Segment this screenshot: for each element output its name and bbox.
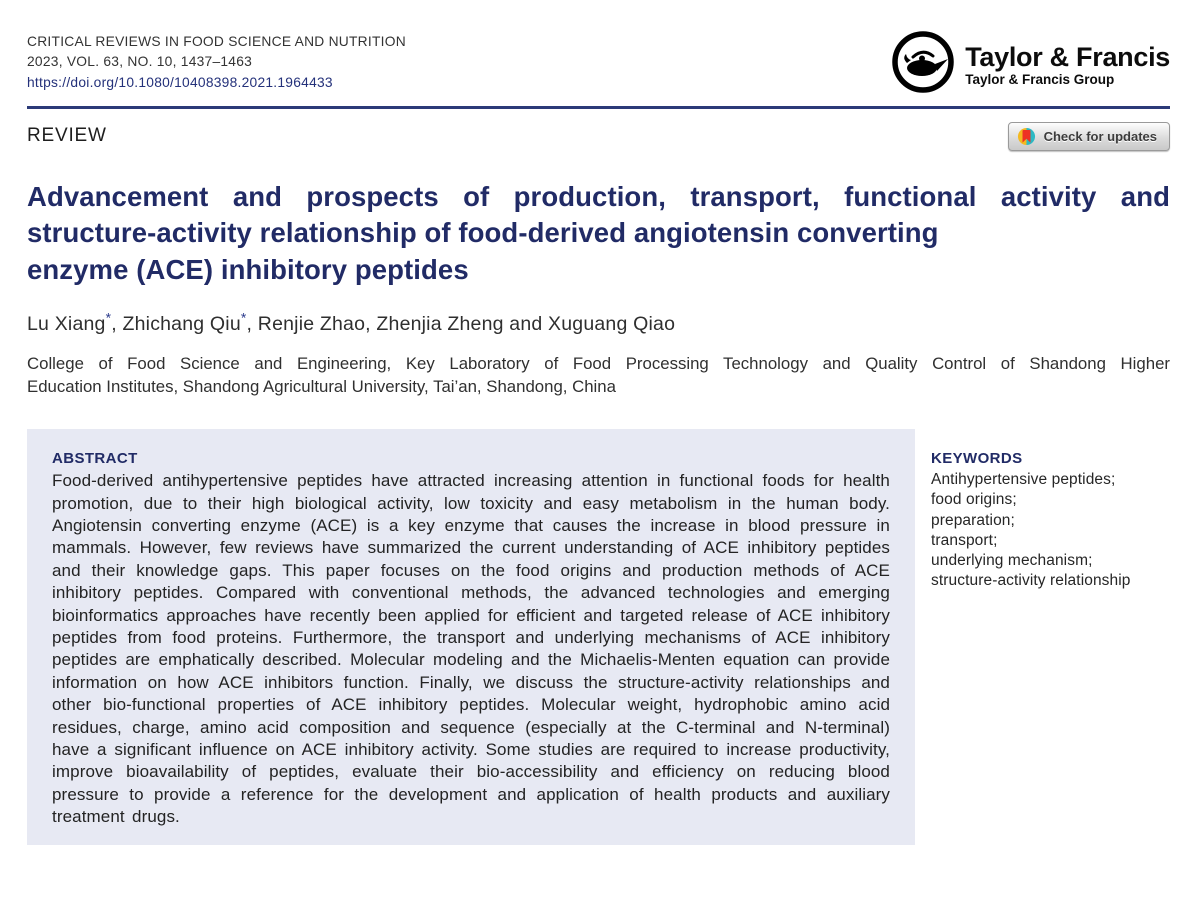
author: Xuguang Qiao — [548, 313, 676, 336]
author: Lu Xiang*, — [27, 309, 123, 336]
keyword-item: structure-activity relationship — [931, 572, 1131, 590]
affiliation — [27, 353, 1170, 398]
journal-info — [27, 28, 406, 93]
doi-link[interactable]: https://doi.org/10.1080/10408398.2021.1964433 — [27, 75, 333, 90]
article-type-label: REVIEW — [27, 125, 107, 147]
keyword-item: preparation; — [931, 511, 1015, 529]
title-line-1: Advancement and prospects of production, transport, functional activity and — [27, 180, 1170, 212]
author: Renjie Zhao, — [257, 313, 377, 336]
crossmark-icon — [1017, 127, 1036, 146]
article-title — [27, 179, 1170, 289]
title-line-2: structure-activity relationship of food-derived angiotensin converting — [27, 217, 939, 249]
publisher-name: Taylor & Francis — [965, 41, 1170, 72]
affiliation-line-1: College of Food Science and Engineering, Key Laboratory of Food Processing Technology and Quality Control of Shandong Higher — [27, 354, 1170, 374]
journal-issue: 2023, VOL. 63, NO. 10, 1437–1463 — [27, 53, 253, 69]
check-for-updates-button[interactable] — [1008, 122, 1170, 151]
publisher-names — [965, 42, 1170, 88]
page-header — [27, 28, 1170, 99]
abstract-keywords-section — [27, 429, 1170, 845]
abstract-heading: ABSTRACT — [52, 450, 138, 468]
article-type-row — [27, 122, 1170, 151]
keyword-item: Antihypertensive peptides; — [931, 471, 1116, 489]
author-footnote-marker: * — [240, 309, 247, 326]
keyword-item: transport; — [931, 531, 998, 549]
keyword-item: underlying mechanism; — [931, 551, 1093, 569]
author: Zhichang Qiu*, — [122, 309, 258, 336]
author: Zhenjia Zheng and — [376, 313, 549, 336]
taylor-francis-lamp-icon — [891, 30, 955, 99]
abstract-box — [27, 429, 915, 845]
author-footnote-marker: * — [105, 309, 112, 326]
header-divider — [27, 106, 1170, 109]
check-for-updates-label: Check for updates — [1043, 128, 1157, 144]
journal-name: CRITICAL REVIEWS IN FOOD SCIENCE AND NUTRITION — [27, 34, 406, 49]
abstract-text: Food-derived antihypertensive peptides have attracted increasing attention in functional foods for health promotion, due to their high biological activity, low toxicity and easy metabolism in the human body. Angiotensin converting enzyme (ACE) is a key enzyme that causes the increase in blood pressure in mammals. However, few reviews have summarized the current understanding of ACE inhibitory peptides and their knowledge gaps. This paper focuses on the food origins and production methods of ACE inhibitory peptides. Compared with conventional methods, the advanced technologies and emerging bioinformatics approaches have recently been applied for efficient and targeted release of ACE inhibitory peptides from food proteins. Furthermore, the transport and underlying mechanisms of ACE inhibitory peptides are emphatically described. Molecular modeling and the Michaelis-Menten equation can provide information on how ACE inhibitors function. Finally, we discuss the structure-activity relationships and other bio-functional properties of ACE inhibitory peptides. Molecular weight, hydrophobic amino acid residues, charge, amino acid composition and sequence (especially at the C-terminal and N-terminal) have a significant influence on ACE inhibitory activity. Some studies are required to increase productivity, improve bioavailability of peptides, evaluate their bio-accessibility and efficiency on reducing blood pressure to provide a reference for the development and application of health products and auxiliary treatment drugs. — [52, 471, 890, 827]
publisher-logo — [891, 28, 1170, 99]
title-line-3: enzyme (ACE) inhibitory peptides — [27, 253, 469, 285]
publisher-group: Taylor & Francis Group — [965, 71, 1115, 87]
keywords-panel — [931, 429, 1170, 845]
keyword-item: food origins; — [931, 491, 1017, 509]
authors-line — [27, 309, 1170, 336]
keywords-heading: KEYWORDS — [931, 450, 1023, 468]
affiliation-line-2: Education Institutes, Shandong Agricultural University, Tai’an, Shandong, China — [27, 376, 616, 396]
